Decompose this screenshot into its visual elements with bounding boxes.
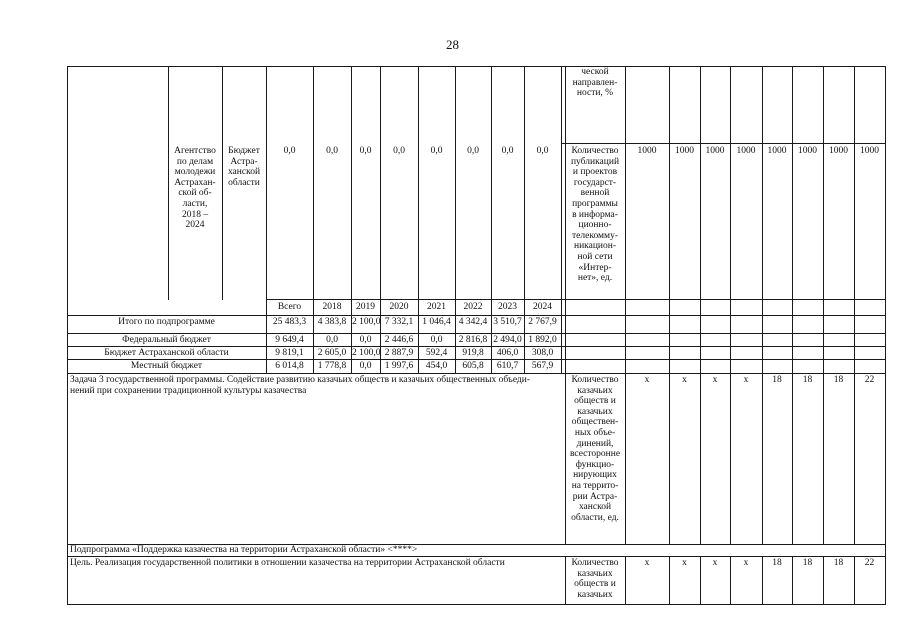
funding-value-cell: 0,0 (393, 146, 405, 156)
subtotal-value: 2 767,9 (528, 317, 557, 327)
subtotal-value: 9 819,1 (275, 348, 304, 358)
column-rule (792, 66, 793, 545)
subtotal-value: 0,0 (430, 335, 443, 345)
subtotal-value: 406,0 (496, 348, 519, 358)
indicator-cell: Количество публикаций и проектов государст- венной программы в информа- ционно- телекомму- никацион- ной сети «Интер- нет», ед. (570, 146, 620, 284)
table-bottom-border (67, 604, 886, 605)
subtotal-value: 454,0 (425, 361, 448, 371)
year-header-total: Всего (277, 302, 302, 312)
funding-value-cell: 0,0 (283, 146, 296, 156)
target-value-cell: 18 (833, 375, 844, 385)
target-value-cell: х (712, 375, 718, 385)
target-value-cell: х (682, 375, 687, 385)
subtotal-label: Федеральный бюджет (122, 335, 211, 345)
row-rule (67, 373, 886, 374)
year-header-2019: 2019 (356, 302, 375, 312)
row-rule (67, 333, 886, 334)
target-value-cell: 18 (802, 375, 813, 385)
target-value-cell: 1000 (767, 146, 787, 156)
subtotal-value: 605,8 (462, 361, 484, 371)
funding-value-cell: 0,0 (326, 146, 338, 156)
row-rule (67, 556, 886, 557)
subtotal-value: 6 014,8 (275, 361, 304, 371)
indicator-cell: Количество казачьих обществ и казачьих обществен- ных объе- динений, всесторонне функцио- нирующих на террито- рии Астра- ханской области, ед. (569, 375, 621, 523)
subtotal-value: 9 649,4 (275, 335, 304, 345)
funding-value-cell: 0,0 (501, 146, 514, 156)
target-value-cell: х (644, 375, 650, 385)
subtotal-value: 567,9 (531, 361, 554, 371)
target-value-cell: 1000 (829, 146, 848, 156)
subtotal-value: 2 494,0 (493, 335, 522, 345)
indicator-continuation: ческой направлен- ности, % (572, 67, 618, 99)
target-value-cell: 1000 (860, 146, 879, 156)
subtotal-value: 1 778,8 (317, 361, 347, 371)
column-rule (885, 556, 886, 605)
funding-source-cell: Бюджет Астра- ханской области (227, 146, 261, 188)
year-header-2022: 2022 (463, 302, 483, 312)
target-value-cell: 18 (833, 558, 844, 568)
target-value-cell: 1000 (675, 146, 694, 156)
subtotal-value: 1 046,4 (422, 317, 451, 327)
funding-value-cell: 0,0 (536, 146, 549, 156)
subtotal-value: 4 383,8 (317, 317, 347, 327)
year-header-2018: 2018 (322, 302, 342, 312)
target-value-cell: 18 (772, 375, 782, 385)
subtotal-value: 2 605,0 (317, 348, 347, 358)
subtotal-value: 2 816,8 (458, 335, 488, 345)
target-value-cell: 22 (864, 558, 875, 568)
target-value-cell: х (743, 558, 749, 568)
subtotal-value: 2 100,0 (352, 348, 381, 358)
subtotal-value: 2 446,6 (384, 335, 414, 345)
subprogram-title: Подпрограмма «Поддержка казачества на территории Астраханской области» <****> (70, 545, 418, 555)
row-rule (67, 346, 886, 347)
subtotal-value: 592,4 (425, 348, 448, 358)
goal-description: Цель. Реализация государственной политики в отношении казачества на территории Астраханской области (70, 558, 505, 568)
target-value-cell: х (682, 558, 687, 568)
column-rule (885, 66, 886, 545)
table-top-border (67, 66, 886, 67)
target-value-cell: 1000 (637, 146, 657, 156)
subtotal-label: Бюджет Астраханской области (104, 348, 229, 358)
subtotal-value: 4 342,4 (458, 317, 488, 327)
funding-value-cell: 0,0 (467, 146, 479, 156)
subtotal-value: 0,0 (359, 361, 372, 371)
target-value-cell: 1000 (705, 146, 725, 156)
target-value-cell: 1000 (798, 146, 817, 156)
column-rule (669, 66, 670, 545)
funding-value-cell: 0,0 (430, 146, 443, 156)
year-header-top-rule (266, 299, 562, 300)
subtotal-value: 308,0 (531, 348, 554, 358)
year-header-2023: 2023 (498, 302, 517, 312)
subtotal-value: 2 100,0 (352, 317, 381, 327)
target-value-cell: 18 (772, 558, 782, 568)
column-rule (625, 66, 626, 545)
subtotal-value: 610,7 (496, 361, 519, 371)
subtotal-value: 7 332,1 (384, 317, 414, 327)
row-rule (67, 359, 886, 360)
subtotal-value: 1 997,6 (384, 361, 414, 371)
target-value-cell: х (644, 558, 650, 568)
row-rule (561, 299, 886, 300)
row-rule (561, 143, 886, 144)
task-description: Задача 3 государственной программы. Содействие развитию казачьих обществ и казачьих общественных объеди- нений при сохранении традиционной культуры казачества (70, 375, 531, 396)
target-value-cell: 22 (864, 375, 875, 385)
subtotal-value: 919,8 (462, 348, 484, 358)
column-rule (762, 66, 763, 545)
subtotal-value: 2 887,9 (384, 348, 414, 358)
year-header-2021: 2021 (427, 302, 446, 312)
column-rule (823, 66, 824, 545)
column-rule (854, 66, 855, 545)
page-number: 28 (446, 37, 459, 52)
year-header-2024: 2024 (533, 302, 552, 312)
subtotal-value: 1 892,0 (528, 335, 557, 345)
column-rule (700, 66, 701, 545)
subtotal-label: Итого по подпрограмме (118, 317, 215, 327)
column-rule (561, 66, 562, 373)
column-rule (730, 66, 731, 545)
target-value-cell: х (743, 375, 749, 385)
target-value-cell: 18 (802, 558, 813, 568)
target-value-cell: х (712, 558, 718, 568)
executor-cell: Агентство по делам молодежи Астрахан- ской об- ласти, 2018 – 2024 (174, 146, 216, 231)
subtotal-value: 0,0 (326, 335, 338, 345)
subtotal-label: Местный бюджет (130, 361, 203, 371)
subtotal-value: 25 483,3 (272, 317, 307, 327)
subtotal-value: 0,0 (359, 335, 372, 345)
indicator-cell: Количество казачьих обществ и казачьих (571, 558, 619, 600)
subtotal-value: 3 510,7 (493, 317, 522, 327)
row-rule (67, 315, 886, 316)
funding-value-cell: 0,0 (359, 146, 372, 156)
year-header-2020: 2020 (389, 302, 409, 312)
target-value-cell: 1000 (736, 146, 756, 156)
